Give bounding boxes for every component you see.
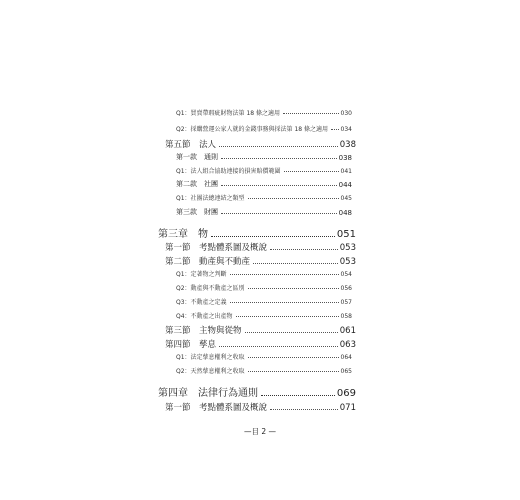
leader-dots [230,301,339,303]
toc-entry-page: 030 [340,110,352,117]
toc-entry-title: 第三款 財團 [176,208,218,216]
leader-dots [211,235,335,237]
leader-dots [236,315,339,317]
toc-entry-page: 053 [339,243,356,253]
toc-entry-title: Q1：法定孳息權利之收取 [176,354,245,361]
toc-entry [176,166,352,175]
toc-entry-title: Q2：動產與不動產之區別 [176,285,245,292]
toc-chapter [158,225,356,240]
toc-entry-title: 第三節 主物與從物 [165,326,242,336]
toc-entry-title: 第一款 通則 [176,153,218,161]
toc-entry [176,108,352,117]
toc-entry-page: 053 [339,257,356,267]
toc-entry [176,283,352,292]
toc-entry-title: 第四章 法律行為通則 [158,388,258,399]
toc-entry [165,338,356,350]
leader-dots [270,408,338,410]
toc-entry-page: 061 [339,326,356,336]
leader-dots [261,394,335,396]
toc-entry [176,207,352,217]
leader-dots [219,145,338,147]
toc-entry-title: 第四節 孳息 [165,340,217,350]
leader-dots [221,157,337,159]
toc-entry-title: Q2：天然孳息權利之收取 [176,368,245,375]
toc-entry [176,269,352,278]
toc-entry-page: 056 [340,285,352,292]
toc-entry-page: 071 [339,403,356,413]
leader-dots [221,184,337,186]
toc-entry-page: 051 [336,229,356,240]
leader-dots [283,112,339,114]
toc-entry-page: 045 [340,195,352,202]
toc-entry [165,138,356,150]
toc-entry-title: Q1：社團法總連結之類型 [176,195,245,202]
page-number-footer: —目 2 — [243,427,277,436]
toc-entry [176,352,352,361]
toc-entry-page: 065 [340,368,352,375]
toc-entry-title: 第五節 法人 [165,140,217,150]
toc-entry-title: Q4：不動產之出產物 [176,313,233,320]
toc-entry [176,311,352,320]
leader-dots [248,370,339,372]
leader-dots [253,262,338,264]
leader-dots [331,128,339,130]
toc-chapter [158,384,356,399]
leader-dots [230,273,339,275]
toc-entry [176,366,352,375]
toc-entry-page: 054 [340,271,352,278]
toc-entry-page: 038 [338,154,352,162]
toc-entry-title: 第三章 物 [158,229,208,240]
toc-entry [176,193,352,202]
toc-entry-page: 063 [339,340,356,350]
toc-entry [165,241,356,253]
leader-dots [270,248,338,250]
toc-entry-title: Q1：法人組合協助連接的損害賠償範圍 [176,168,281,175]
toc-entry-page: 038 [339,140,356,150]
toc-entry-page: 048 [338,209,352,217]
toc-entry-page: 057 [340,299,352,306]
toc-entry-title: 第一節 考點體系圖及概說 [165,403,268,413]
toc-entry-title: Q1：定著物之判斷 [176,271,227,278]
leader-dots [248,356,339,358]
toc-entry-title: Q3：不動產之定義 [176,299,227,306]
toc-entry-page: 069 [336,388,356,399]
toc-entry-title: 第二款 社團 [176,180,218,188]
toc-entry [165,255,356,267]
toc-entry-page: 058 [340,313,352,320]
toc-entry [176,179,352,189]
leader-dots [248,287,339,289]
toc-entry-page: 034 [340,126,352,133]
toc-entry-title: Q1：買賣帶瑕疵財物法第 18 條之適用 [176,110,280,117]
toc-entry-title: 第二節 動產與不動產 [165,257,251,267]
toc-entry-page: 044 [338,181,352,189]
leader-dots [248,197,339,199]
leader-dots [219,345,338,347]
toc-entry [176,152,352,162]
toc-entry-page: 064 [340,354,352,361]
toc-entry-title: Q2：採購營運公家人就的金錢事務與採法第 18 條之適用 [176,126,328,133]
toc-entry-title: 第一節 考點體系圖及概說 [165,243,268,253]
toc-entry [165,324,356,336]
leader-dots [284,170,339,172]
toc-entry [176,124,352,133]
toc-entry [176,297,352,306]
toc-entry [165,401,356,413]
toc-entry-page: 041 [340,168,352,175]
leader-dots [245,331,338,333]
leader-dots [221,212,337,214]
